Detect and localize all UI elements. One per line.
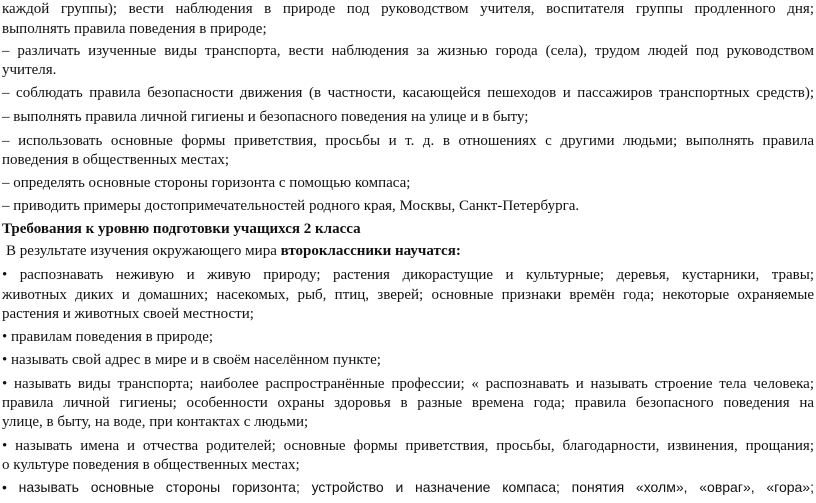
text-line-8: поведения в общественных местах; xyxy=(2,152,230,168)
intro-prefix: В результате изучения окружающего мира xyxy=(6,243,281,259)
text-line-1: каждой группы); вести наблюдения в природе под руководством учителя, воспитателя группы продленного дня; xyxy=(2,1,814,17)
text-line-3: – различать изученные виды транспорта, вести наблюдения за жизнью города (села), трудом людей под руководством xyxy=(2,43,814,59)
text-line-16: • называть свой адрес в мире и в своём населённом пункте; xyxy=(2,352,381,368)
text-line-12: • распознавать неживую и живую природу; растения дикорастущие и культурные; деревья, кустарники, травы; xyxy=(2,267,814,283)
text-line-21: о культуре поведения в общественных местах; xyxy=(2,457,300,473)
text-line-4: учителя. xyxy=(2,62,57,78)
text-line-10: – приводить примеры достопримечательностей родного края, Москвы, Санкт-Петербурга. xyxy=(2,198,580,214)
text-line-20: • называть имена и отчества родителей; основные формы приветствия, просьбы, благодарности, извинения, прощания; xyxy=(2,438,814,454)
text-line-5: – соблюдать правила безопасности движения (в частности, касающейся пешеходов и пассажиров транспортных средств); xyxy=(2,85,814,101)
text-line-18: правила личной гигиены; особенности охраны здоровья в разные времена года; правила безопасного поведения на xyxy=(2,395,814,411)
text-line-7: – использовать основные формы приветствия, просьбы и т. д. в отношениях с другими людьми; выполнять правила xyxy=(2,133,814,149)
section-heading: Требования к уровню подготовки учащихся 2 класса xyxy=(2,221,361,237)
text-line-19: улице, в быту, на воде, при контактах с людьми; xyxy=(2,414,309,430)
text-line-17: • называть виды транспорта; наиболее распространённые профессии; « распознавать и называть строение тела человека; xyxy=(2,376,814,392)
text-line-13: животных диких и домашних; насекомых, рыб, птиц, зверей; основные признаки времён года; некоторые охраняемые xyxy=(2,287,814,303)
text-line-15: • правилам поведения в природе; xyxy=(2,329,214,345)
intro-bold: второклассники научатся: xyxy=(280,243,461,259)
text-line-6: – выполнять правила личной гигиены и безопасного поведения на улице и в быту; xyxy=(2,109,529,125)
intro-line xyxy=(6,242,814,260)
text-line-22: • называть основные стороны горизонта; устройство и назначение компаса; понятия «холм», «овраг», «гора»; xyxy=(2,479,814,495)
text-line-9: – определять основные стороны горизонта с помощью компаса; xyxy=(2,175,411,191)
text-line-14: растения и животных своей местности; xyxy=(2,306,254,322)
text-line-2: выполнять правила поведения в природе; xyxy=(2,21,267,37)
